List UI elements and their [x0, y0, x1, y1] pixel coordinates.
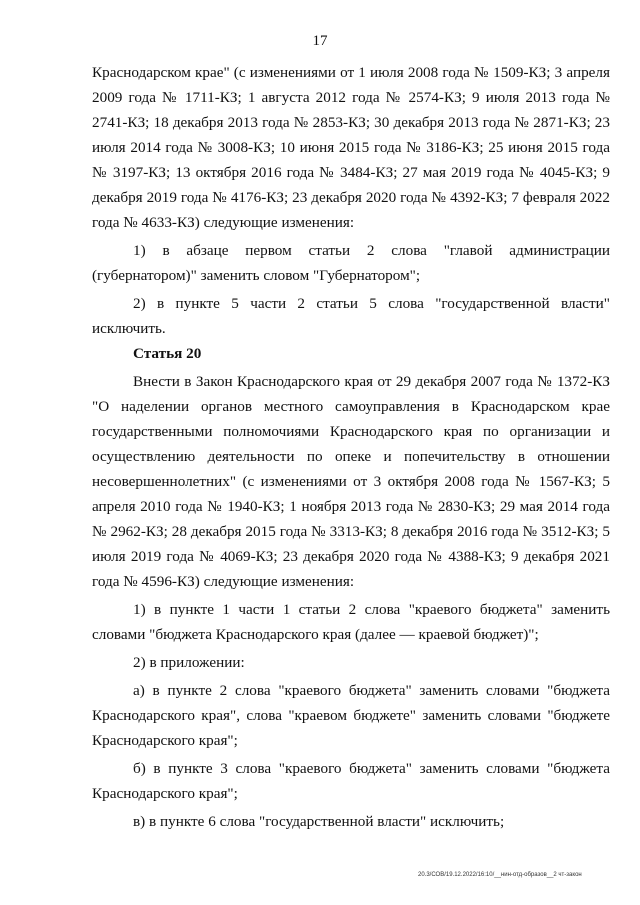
paragraph-item-2: 2) в пункте 5 части 2 статьи 5 слова "государственной власти" исключить. — [92, 295, 610, 337]
article-subitem-b: б) в пункте 3 слова "краевого бюджета" заменить словами "бюджета Краснодарского края"; — [92, 760, 610, 802]
article-item-1: 1) в пункте 1 части 1 статьи 2 слова "краевого бюджета" заменить словами "бюджета Краснодарского края (далее — краевой бюджет)"; — [92, 601, 610, 643]
article-subitem-v: в) в пункте 6 слова "государственной власти" исключить; — [133, 813, 505, 830]
article-item-2: 2) в приложении: — [133, 654, 245, 671]
paragraph-amendments-list: Краснодарском крае" (с изменениями от 1 июля 2008 года № 1509-КЗ; 3 апреля 2009 года № 1711-КЗ; 1 августа 2012 года № 2574-КЗ; 9 июля 2013 года № 2741-КЗ; 18 декабря 2013 года № 2853-КЗ; 30 декабря 2013 года № 2871-КЗ; 23 июля 2014 года № 3008-КЗ; 10 июня 2015 года № 3186-КЗ; 25 июня 2015 года № 3197-КЗ; 13 октября 2016 года № 3484-КЗ; 27 мая 2019 года № 4045-КЗ; 9 декабря 2019 года № 4176-КЗ; 23 декабря 2020 года № 4392-КЗ; 7 февраля 2022 года № 4633-КЗ) следующие изменения: — [92, 64, 610, 231]
page-number: 17 — [312, 33, 328, 49]
footer-document-code: 20.3/СОВ/19.12.2022/16:10/__нин-отд-образов__2 чт-закон — [418, 872, 582, 878]
article-heading: Статья 20 — [133, 345, 202, 362]
paragraph-item-1: 1) в абзаце первом статьи 2 слова "главой администрации (губернатором)" заменить словом "Губернатором"; — [92, 242, 610, 284]
document-body — [92, 60, 610, 834]
article-intro-paragraph: Внести в Закон Краснодарского края от 29 декабря 2007 года № 1372-КЗ "О наделении органов местного самоуправления в Краснодарском крае государственными полномочиями Краснодарского края по организации и осуществлению деятельности по опеке и попечительству в отношении несовершеннолетних" (с изменениями от 3 октября 2008 года № 1567-КЗ; 5 апреля 2010 года № 1940-КЗ; 1 ноября 2013 года № 2830-КЗ; 29 мая 2014 года № 2962-КЗ; 28 декабря 2015 года № 3313-КЗ; 8 декабря 2016 года № 3512-КЗ; 5 июля 2019 года № 4069-КЗ; 23 декабря 2020 года № 4388-КЗ; 9 декабря 2021 года № 4596-КЗ) следующие изменения: — [92, 373, 610, 590]
article-subitem-a: а) в пункте 2 слова "краевого бюджета" заменить словами "бюджета Краснодарского края", слова "краевом бюджете" заменить словами "бюджете Краснодарского края"; — [92, 682, 610, 749]
